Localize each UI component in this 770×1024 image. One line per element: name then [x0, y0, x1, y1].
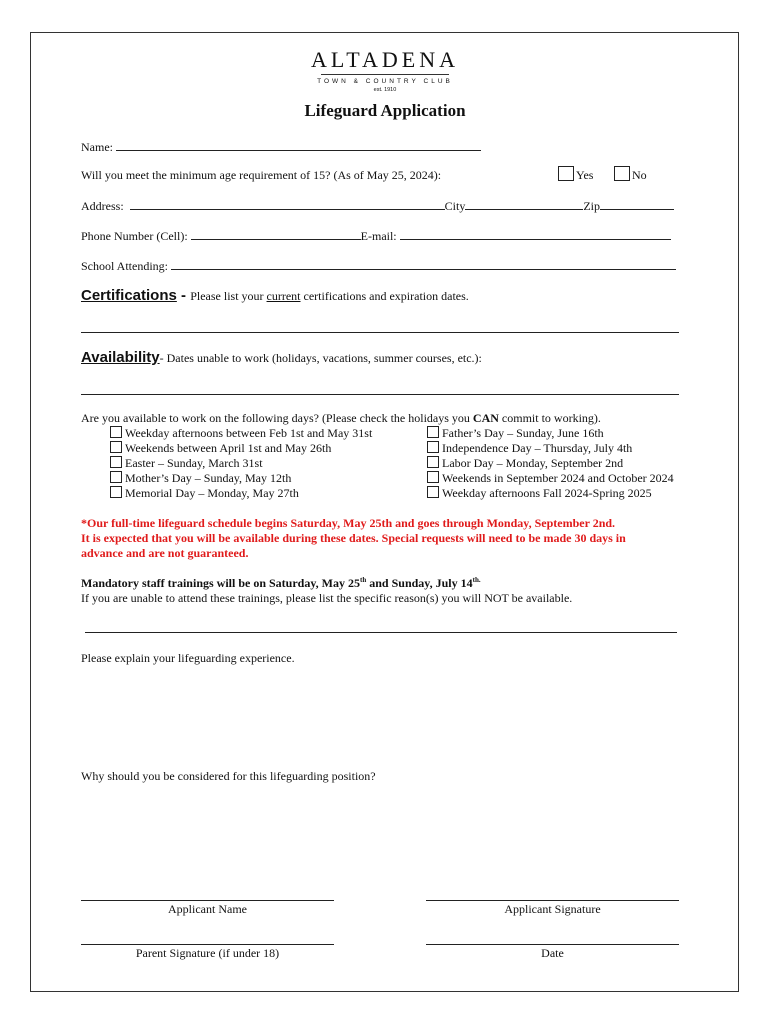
availability-row — [81, 349, 482, 366]
certifications-text-before: Please list your — [190, 289, 267, 303]
address-field[interactable] — [130, 198, 445, 210]
phone-label: Phone Number (Cell): — [81, 229, 188, 243]
parent-signature-label: Parent Signature (if under 18) — [135, 946, 280, 960]
day-checkbox[interactable] — [110, 441, 122, 453]
name-label: Name: — [81, 140, 113, 154]
logo-subtitle: TOWN & COUNTRY CLUB — [317, 78, 453, 85]
schedule-notice-line-1: *Our full-time lifeguard schedule begins Saturday, May 25th and goes through Monday, September 2nd. — [81, 516, 616, 530]
applicant-name-line[interactable] — [81, 900, 334, 901]
trainings-part2: and Sunday, July 14 — [366, 576, 473, 590]
day-label: Labor Day – Monday, September 2nd — [442, 456, 624, 470]
phone-field[interactable] — [191, 228, 361, 240]
trainings-heading — [81, 576, 481, 591]
age-yes-option[interactable] — [558, 166, 593, 183]
schedule-notice-line-2: It is expected that you will be available during these dates. Special requests will need to be made 30 days in — [81, 531, 626, 545]
day-label: Easter – Sunday, March 31st — [125, 456, 263, 470]
certifications-heading: Certifications — [81, 287, 177, 304]
applicant-signature-label: Applicant Signature — [504, 902, 601, 916]
days-question-before: Are you available to work on the following days? (Please check the holidays you — [81, 411, 473, 425]
day-label: Independence Day – Thursday, July 4th — [442, 441, 633, 455]
day-label: Weekends in September 2024 and October 2024 — [442, 471, 674, 485]
school-row — [81, 258, 676, 274]
day-checkbox[interactable] — [427, 426, 439, 438]
days-question-after: commit to working). — [498, 411, 601, 425]
day-label: Father’s Day – Sunday, June 16th — [442, 426, 604, 440]
day-label: Mother’s Day – Sunday, May 12th — [125, 471, 292, 485]
date-line[interactable] — [426, 944, 679, 945]
trainings-sup1: th — [360, 576, 367, 584]
certifications-line[interactable] — [81, 332, 679, 333]
availability-line[interactable] — [81, 394, 679, 395]
availability-text: - Dates unable to work (holidays, vacations, summer courses, etc.): — [159, 351, 482, 365]
trainings-part1: Mandatory staff trainings will be on Saturday, May 25 — [81, 576, 361, 590]
consider-prompt: Why should you be considered for this lifeguarding position? — [81, 769, 376, 783]
logo-rule — [321, 74, 449, 75]
experience-answer-area[interactable] — [81, 668, 679, 758]
certifications-current: current — [266, 289, 301, 303]
day-checkbox[interactable] — [110, 471, 122, 483]
days-question — [81, 411, 601, 426]
day-option-left-2[interactable] — [110, 441, 331, 456]
day-option-right-2[interactable] — [427, 441, 632, 456]
address-row — [81, 198, 674, 214]
zip-field[interactable] — [600, 198, 674, 210]
trainings-reason-line[interactable] — [85, 632, 677, 633]
applicant-signature-line[interactable] — [426, 900, 679, 901]
age-no-checkbox[interactable] — [614, 166, 630, 181]
name-field[interactable] — [116, 139, 481, 151]
age-question: Will you meet the minimum age requirement of 15? (As of May 25, 2024): — [81, 168, 442, 182]
day-option-left-1[interactable] — [110, 426, 372, 441]
day-option-left-4[interactable] — [110, 471, 291, 486]
certifications-dash: - — [176, 287, 191, 304]
page-title: Lifeguard Application — [304, 101, 466, 120]
days-question-can: CAN — [472, 411, 499, 425]
certifications-row — [81, 287, 469, 304]
day-option-right-3[interactable] — [427, 456, 623, 471]
day-checkbox[interactable] — [427, 441, 439, 453]
day-option-right-5[interactable] — [427, 486, 652, 501]
day-checkbox[interactable] — [427, 486, 439, 498]
day-option-left-3[interactable] — [110, 456, 263, 471]
age-no-option[interactable] — [614, 166, 647, 183]
applicant-name-label: Applicant Name — [168, 902, 247, 916]
name-row — [81, 139, 481, 155]
consider-answer-area[interactable] — [81, 786, 679, 886]
club-logo — [303, 48, 467, 98]
age-yes-label: Yes — [576, 168, 594, 182]
day-checkbox[interactable] — [110, 426, 122, 438]
day-option-right-1[interactable] — [427, 426, 604, 441]
trainings-instructions: If you are unable to attend these trainings, please list the specific reason(s) you will NOT be available. — [81, 591, 573, 605]
day-checkbox[interactable] — [110, 456, 122, 468]
zip-label: Zip — [583, 199, 601, 213]
day-checkbox[interactable] — [427, 471, 439, 483]
day-checkbox[interactable] — [110, 486, 122, 498]
day-checkbox[interactable] — [427, 456, 439, 468]
day-option-right-4[interactable] — [427, 471, 674, 486]
day-label: Memorial Day – Monday, May 27th — [125, 486, 299, 500]
logo-name: ALTADENA — [311, 47, 459, 72]
day-label: Weekday afternoons Fall 2024-Spring 2025 — [442, 486, 652, 500]
school-field[interactable] — [171, 258, 676, 270]
logo-established: est. 1910 — [373, 87, 397, 93]
school-label: School Attending: — [81, 259, 168, 273]
day-option-left-5[interactable] — [110, 486, 299, 501]
email-label: E-mail: — [360, 229, 397, 243]
city-field[interactable] — [465, 198, 583, 210]
address-label: Address: — [81, 199, 124, 213]
city-label: City — [444, 199, 466, 213]
parent-signature-line[interactable] — [81, 944, 334, 945]
email-field[interactable] — [400, 228, 671, 240]
date-label: Date — [541, 946, 564, 960]
age-yes-checkbox[interactable] — [558, 166, 574, 181]
day-label: Weekends between April 1st and May 26th — [125, 441, 332, 455]
experience-prompt: Please explain your lifeguarding experience. — [81, 651, 295, 665]
age-no-label: No — [632, 168, 647, 182]
availability-heading: Availability — [81, 349, 160, 366]
schedule-notice-line-3: advance and are not guaranteed. — [81, 546, 249, 560]
certifications-text-after: certifications and expiration dates. — [300, 289, 469, 303]
day-label: Weekday afternoons between Feb 1st and May 31st — [125, 426, 373, 440]
trainings-sup2: th. — [472, 576, 481, 584]
contact-row — [81, 228, 671, 244]
